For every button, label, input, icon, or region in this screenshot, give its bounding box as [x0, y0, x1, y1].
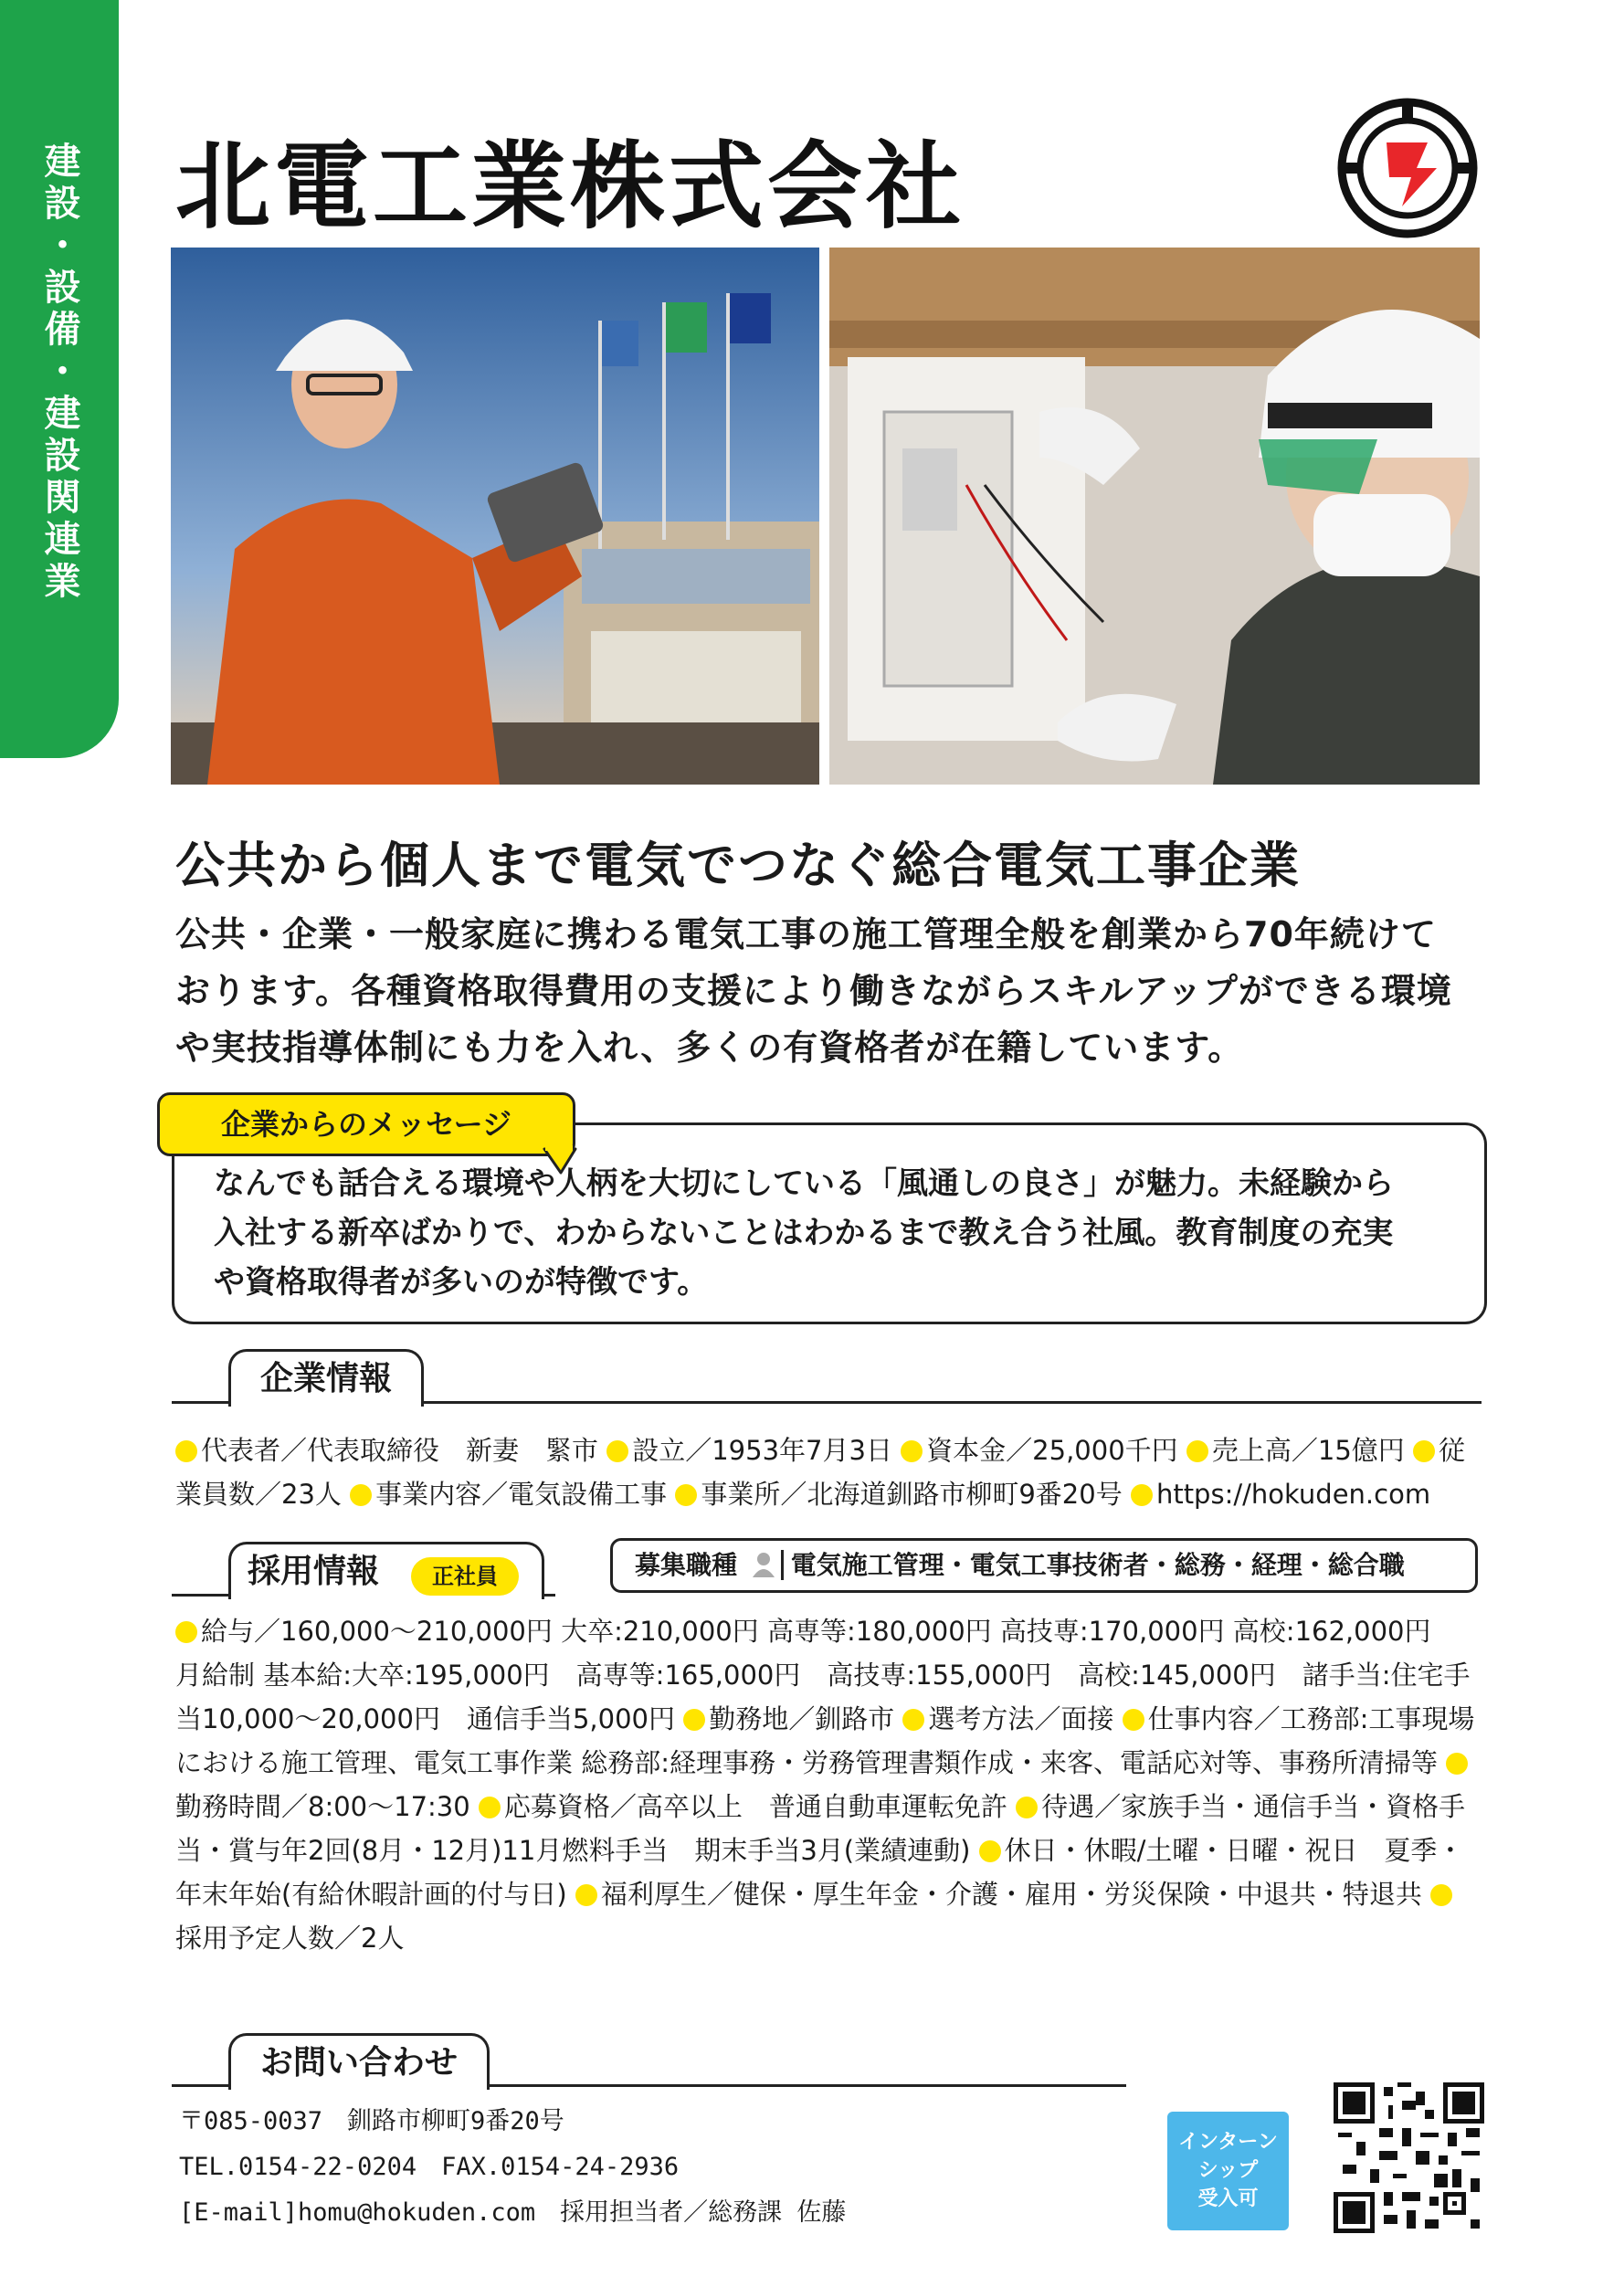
bullet-icon: [1123, 1709, 1144, 1731]
category-label: 建設・設備・建設関連業: [38, 142, 80, 604]
message-line: や資格取得者が多いのが特徴です。: [214, 1264, 709, 1301]
message-tag: 企業からのメッセージ: [157, 1092, 575, 1156]
bullet-icon: [1016, 1797, 1038, 1818]
message-line: なんでも話合える環境や人柄を大切にしている「風通しの良さ」が魅力。未経験から: [214, 1165, 1394, 1202]
bullet-icon: [606, 1440, 628, 1462]
info-employees: 従業員数／23人: [175, 1435, 1466, 1510]
bullet-icon: [1413, 1440, 1435, 1462]
employment-type-badge: 正社員: [411, 1557, 519, 1596]
recruit-qualification: 応募資格／高卒以上 普通自動車運転免許: [503, 1791, 1007, 1822]
bullet-icon: [175, 1440, 197, 1462]
job-types-value: 電気施工管理・電気工事技術者・総務・経理・総合職: [781, 1550, 1405, 1580]
message-line: 入社する新卒ばかりで、わからないことはわかるまで教え合う社風。教育制度の充実: [214, 1215, 1394, 1251]
info-office: 事業所／北海道釧路市柳町9番20号: [701, 1479, 1123, 1510]
person-icon: [752, 1552, 775, 1577]
bullet-icon: [350, 1484, 372, 1506]
recruit-location: 勤務地／釧路市: [709, 1703, 895, 1734]
intro-line: や実技指導体制にも力を入れ、多くの有資格者が在籍しています。: [175, 1028, 1244, 1068]
bullet-icon: [675, 1484, 697, 1506]
bullet-icon: [901, 1440, 923, 1462]
recruit-benefits: 待遇／家族手当・通信手当・資格手当・賞与年2回(8月・12月)11月燃料手当 期末手当3月(業績連動): [175, 1791, 1466, 1866]
info-sales: 売上高／15億円: [1211, 1435, 1405, 1466]
bullet-icon: [575, 1884, 597, 1906]
recruit-job-content: 仕事内容／工務部:工事現場における施工管理、電気工事作業 総務部:経理事務・労務管理書類作成・来客、電話応対等、事務所清掃等: [175, 1703, 1475, 1778]
company-info-heading: 企業情報: [228, 1349, 424, 1407]
recruit-salary: 給与／160,000〜210,000円 大卒:210,000円 高専等:180,000円 高技専:170,000円 高校:162,000円 月給制 基本給:大卒:195,000円 高専等:165,000円 高技専:155,000円 高校:145,000円 諸手当:住宅手当10,000〜20,000円 通信手当5,000円: [175, 1616, 1471, 1734]
contact-heading: お問い合わせ: [228, 2033, 490, 2090]
message-text: [214, 1159, 1465, 1307]
bullet-icon: [1186, 1440, 1208, 1462]
info-capital: 資本金／25,000千円: [926, 1435, 1178, 1466]
company-info-body: [175, 1428, 1482, 1516]
intro-line: おります。各種資格取得費用の支援により働きながらスキルアップができる環境: [175, 971, 1452, 1011]
bullet-icon: [1430, 1884, 1452, 1906]
contact-address: 〒085-0037 釧路市柳町9番20号: [179, 2107, 564, 2135]
headline: 公共から個人まで電気でつなぐ総合電気工事企業: [175, 837, 1301, 894]
info-representative: 代表者／代表取締役 新妻 緊市: [201, 1435, 599, 1466]
info-established: 設立／1953年7月3日: [632, 1435, 892, 1466]
internship-line: 受入可: [1197, 2187, 1259, 2210]
contact-email-link[interactable]: [E-mail]homu@hokuden.com 採用担当者／総務課 佐藤: [179, 2198, 847, 2227]
recruit-welfare: 福利厚生／健保・厚生年金・介護・雇用・労災保険・中退共・特退共: [600, 1879, 1422, 1910]
recruit-selection: 選考方法／面接: [928, 1703, 1114, 1734]
photo-site-manager: [171, 248, 819, 785]
photo-electrician: [829, 248, 1480, 785]
recruit-hours: 勤務時間／8:00〜17:30: [175, 1791, 470, 1822]
recruit-info-body: [175, 1609, 1482, 1960]
intro-line: 公共・企業・一般家庭に携わる電気工事の施工管理全般を創業から70年続けて: [175, 914, 1437, 954]
bullet-icon: [1131, 1484, 1153, 1506]
info-website-link[interactable]: https://hokuden.com: [1155, 1479, 1431, 1510]
bullet-icon: [1446, 1753, 1468, 1775]
job-types-label: 募集職種: [635, 1550, 738, 1580]
bullet-icon: [979, 1840, 1001, 1862]
qr-code[interactable]: [1334, 2082, 1484, 2233]
bullet-icon: [902, 1709, 924, 1731]
internship-line: インターン: [1178, 2131, 1278, 2154]
contact-phone: TEL.0154-22-0204 FAX.0154-24-2936: [179, 2153, 680, 2181]
category-tab: [0, 0, 119, 758]
bullet-icon: [683, 1709, 705, 1731]
company-name: 北電工業株式会社: [175, 131, 965, 242]
internship-line: シップ: [1197, 2159, 1259, 2182]
info-business: 事業内容／電気設備工事: [375, 1479, 668, 1510]
recruit-holidays: 休日・休暇/土曜・日曜・祝日 夏季・年末年始(有給休暇計画的付与日): [175, 1835, 1464, 1910]
bullet-icon: [175, 1621, 197, 1643]
bullet-icon: [479, 1797, 501, 1818]
intro-text: [175, 906, 1491, 1076]
recruit-headcount: 採用予定人数／2人: [175, 1923, 405, 1954]
internship-badge: [1167, 2112, 1289, 2230]
recruit-info-heading: 採用情報: [248, 1553, 380, 1590]
company-logo: [1336, 97, 1479, 239]
contact-block: [179, 2099, 846, 2236]
job-types-box: [610, 1538, 1478, 1593]
